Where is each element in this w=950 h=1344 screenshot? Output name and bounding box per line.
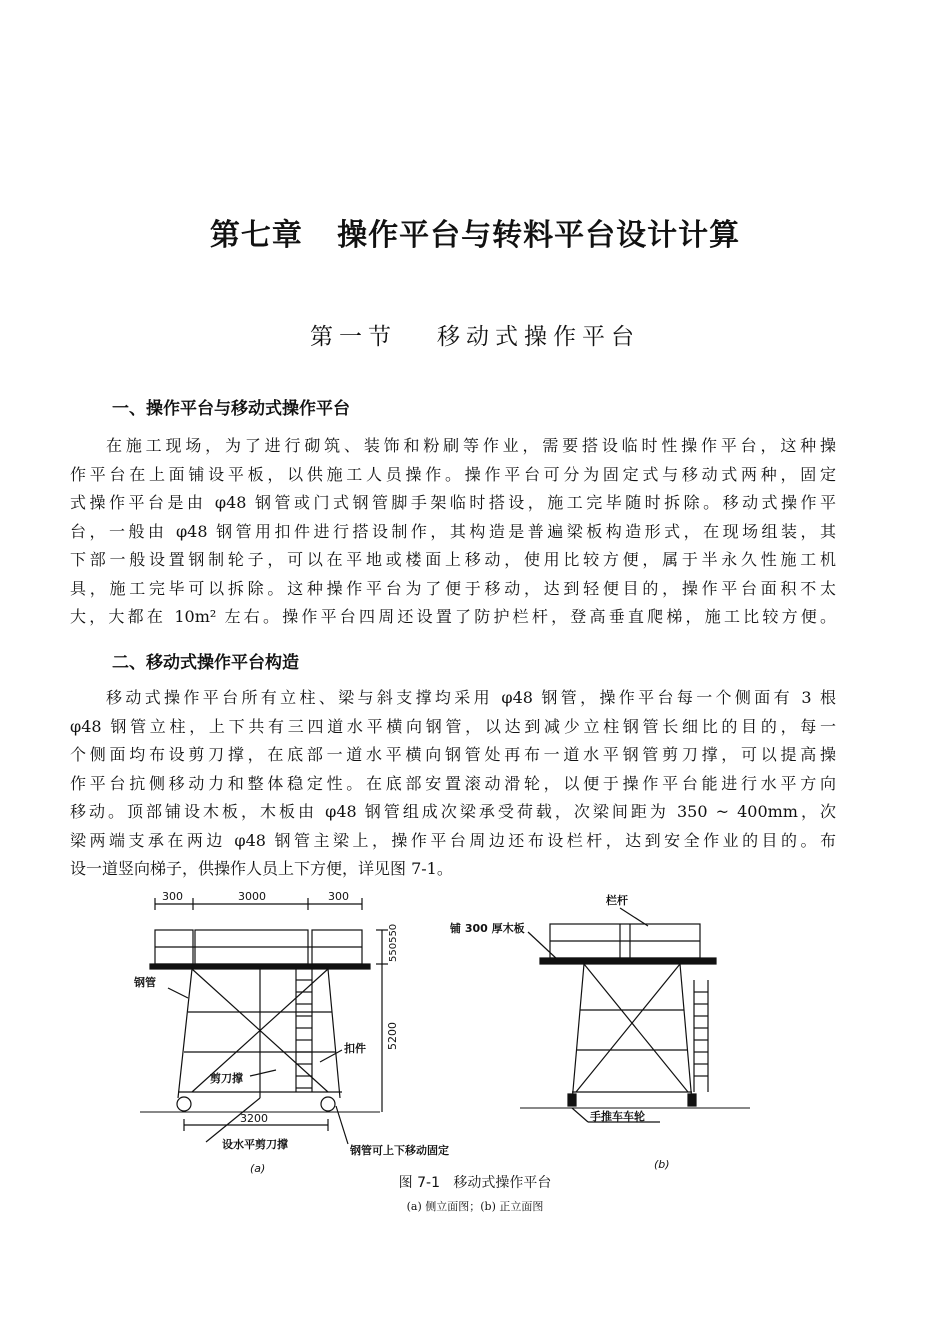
sub-label-a: (a) [250, 1162, 266, 1175]
figure-a-side-elevation [133, 890, 449, 1175]
label-jiandaocheng: 剪刀撑 [210, 1072, 243, 1085]
dim-3200: 3200 [240, 1112, 268, 1125]
label-shuiping-jiandaocheng: 设水平剪刀撑 [222, 1138, 288, 1151]
figure-subcaption: (a) 侧立面图；(b) 正立面图 [406, 1200, 544, 1213]
paragraph-1 [70, 432, 836, 632]
paragraph-line: 在施工现场，为了进行砌筑、装饰和粉刷等作业，需要搭设临时性操作平台，这种操 [106, 436, 836, 455]
figure-b-front-elevation [449, 893, 750, 1171]
label-wheel: 手推车车轮 [590, 1110, 645, 1123]
sub-label-b: (b) [654, 1158, 670, 1171]
dim-300-right: 300 [328, 890, 349, 903]
paragraph-line: 移动。顶部铺设木板，木板由 φ48 钢管组成次梁承受荷载，次梁间距为 350 ~ 400mm，次 [70, 802, 836, 821]
label-koujian: 扣件 [344, 1042, 366, 1055]
heading-2: 二、移动式操作平台构造 [112, 653, 299, 673]
paragraph-line: 式操作平台是由 φ48 钢管或门式钢管脚手架临时搭设，施工完毕随时拆除。移动式操作平 [70, 493, 836, 512]
label-board: 铺 300 厚木板 [450, 922, 525, 935]
paragraph-line: 下部一般设置钢制轮子，可以在平地或楼面上移动，使用比较方便，属于半永久性施工机 [70, 550, 836, 569]
paragraph-line: φ48 钢管立柱，上下共有三四道水平横向钢管，以达到减少立柱钢管长细比的目的，每一 [70, 716, 836, 736]
label-langan: 栏杆 [606, 894, 628, 907]
paragraph-line: 台，一般由 φ48 钢管用扣件进行搭设制作，其构造是普遍梁板构造形式，在现场组装，其 [70, 521, 836, 541]
paragraph-line: 大，大都在 10m² 左右。操作平台四周还设置了防护栏杆，登高垂直爬梯，施工比较方便。 [70, 607, 836, 626]
label-fixed: 钢管可上下移动固定 [350, 1144, 449, 1157]
paragraph-line: 作平台抗侧移动力和整体稳定性。在底部安置滚动滑轮，以便于操作平台能进行水平方向 [70, 773, 836, 793]
figure-caption: 图 7-1 移动式操作平台 [398, 1175, 552, 1191]
dim-5200: 5200 [386, 1022, 399, 1050]
paragraph-2 [70, 684, 836, 884]
paragraph-line: 个侧面均布设剪刀撑，在底部一道水平横向钢管处再布一道水平钢管剪刀撑，可以提高操 [70, 745, 836, 764]
dim-300-left: 300 [162, 890, 183, 903]
paragraph-line: 作平台在上面铺设平板，以供施工人员操作。操作平台可分为固定式与移动式两种，固定 [70, 464, 836, 484]
paragraph-line: 移动式操作平台所有立柱、梁与斜支撑均采用 φ48 钢管，操作平台每一个侧面有 3 根 [106, 688, 836, 707]
paragraph-line: 具，施工完毕可以拆除。这种操作平台为了便于移动，达到轻便目的，操作平台面积不太 [70, 578, 836, 598]
figure-7-1 [100, 880, 850, 1180]
dim-550550: 550550 [388, 923, 399, 962]
dim-3000: 3000 [238, 890, 266, 903]
paragraph-line: 设一道竖向梯子，供操作人员上下方便，详见图 7-1。 [70, 859, 453, 878]
label-gangguan: 钢管 [134, 976, 156, 989]
paragraph-line: 梁两端支承在两边 φ48 钢管主梁上，操作平台周边还布设栏杆，达到安全作业的目的。布 [70, 830, 836, 850]
section-title: 第一节 移动式操作平台 [310, 324, 640, 350]
heading-1: 一、操作平台与移动式操作平台 [112, 399, 350, 419]
chapter-title: 第七章 操作平台与转料平台设计计算 [209, 218, 741, 253]
